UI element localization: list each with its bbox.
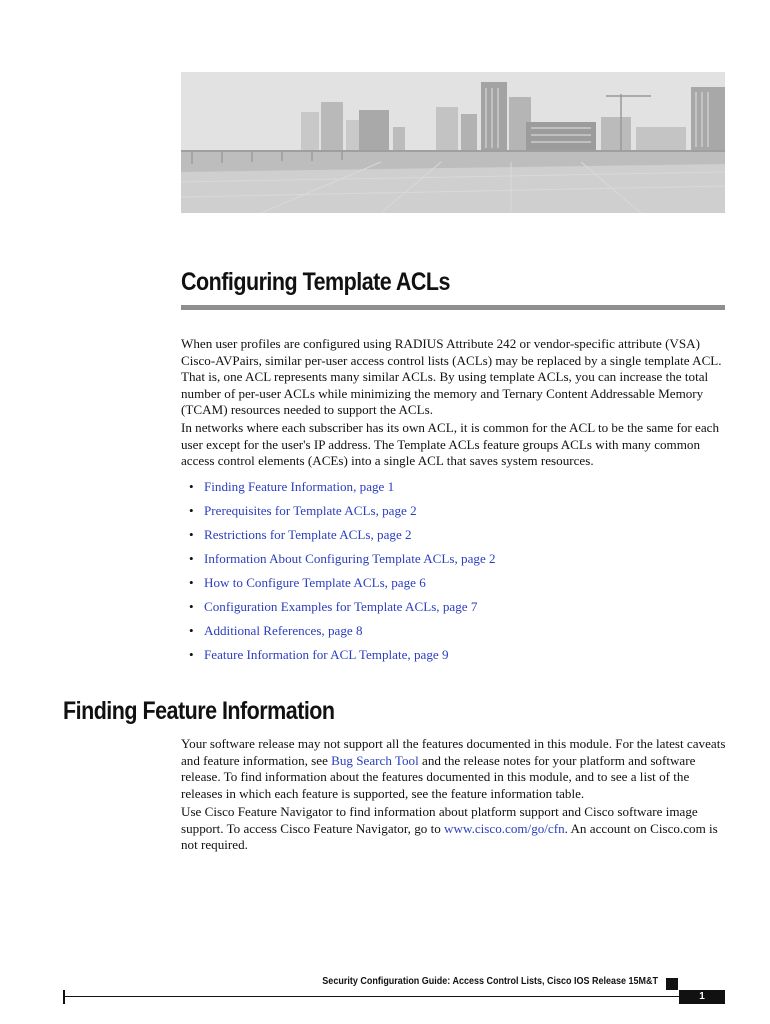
city-skyline-banner-image (181, 72, 725, 213)
toc-link-label: Feature Information for ACL Template, page 9 (204, 647, 449, 662)
text-run: and the release notes for your platform and software release. To find information about the features documented in this module, and to see a list of the releases in which each feature is supported, see the feature information table. (181, 752, 696, 801)
toc-link-restrictions[interactable] (181, 526, 726, 550)
toc-link-label: Restrictions for Template ACLs, page 2 (204, 527, 412, 542)
footer-rule (63, 996, 725, 997)
section-title: Finding Feature Information (63, 697, 335, 725)
bullet: • (189, 527, 194, 542)
toc-link-label: Finding Feature Information, page 1 (204, 479, 395, 494)
bullet: • (189, 551, 194, 566)
toc-link-label: Additional References, page 8 (204, 623, 363, 638)
toc-link-label: Prerequisites for Template ACLs, page 2 (204, 503, 417, 518)
toc-link-feature-information-acl-template[interactable] (181, 646, 726, 670)
toc-link-finding-feature-information[interactable] (181, 478, 726, 502)
section-paragraph-2 (181, 804, 726, 854)
cisco-feature-navigator-link[interactable]: www.cisco.com/go/cfn (444, 820, 565, 836)
text-run: Use Cisco Feature Navigator to find information about platform support and Cisco software image support. To access Cisco Feature Navigator, go to (181, 804, 698, 836)
page-number: 1 (679, 990, 725, 1004)
skyline-illustration (181, 72, 725, 213)
bullet: • (189, 503, 194, 518)
bug-search-tool-link[interactable]: Bug Search Tool (331, 752, 419, 768)
toc-link-configuration-examples[interactable] (181, 598, 726, 622)
toc-link-prerequisites[interactable] (181, 502, 726, 526)
intro-paragraph-1: When user profiles are configured using RADIUS Attribute 242 or vendor-specific attribute (VSA) Cisco-AVPairs, similar per-user access control lists (ACLs) may be replaced by a single template ACL. That is, one ACL represents many similar ACLs. By using template ACLs, you can increase the total number of per-user ACLs while minimizing the memory and Ternary Content Addressable Memory (TCAM) resources needed to support the ACLs. (181, 336, 722, 418)
section-paragraph-1 (181, 736, 726, 802)
toc-link-label: Configuration Examples for Template ACLs, page 7 (204, 599, 478, 614)
chapter-title: Configuring Template ACLs (181, 268, 450, 296)
toc-link-label: Information About Configuring Template ACLs, page 2 (204, 551, 496, 566)
intro-paragraph-2: In networks where each subscriber has its own ACL, it is common for the ACL to be the same for each user except for the user's IP address. The Template ACLs feature groups ACLs with many common access control elements (ACEs) into a single ACL that saves system resources. (181, 420, 720, 469)
bullet: • (189, 623, 194, 638)
footer-guide-title: Security Configuration Guide: Access Control Lists, Cisco IOS Release 15M&T (322, 976, 658, 987)
bullet: • (189, 647, 194, 662)
bullet: • (189, 575, 194, 590)
toc-link-additional-references[interactable] (181, 622, 726, 646)
title-rule (181, 305, 725, 310)
text-run: Your software release may not support all the features documented in this module. For the latest caveats and feature information, see (181, 736, 726, 768)
table-of-contents-list (181, 478, 726, 670)
bullet: • (189, 599, 194, 614)
footer-marker (666, 978, 678, 990)
toc-link-how-to-configure[interactable] (181, 574, 726, 598)
toc-link-label: How to Configure Template ACLs, page 6 (204, 575, 426, 590)
footer-tick (63, 990, 65, 1004)
text-run: . An account on Cisco.com is not required. (181, 820, 718, 853)
bullet: • (189, 479, 194, 494)
toc-link-information-about[interactable] (181, 550, 726, 574)
